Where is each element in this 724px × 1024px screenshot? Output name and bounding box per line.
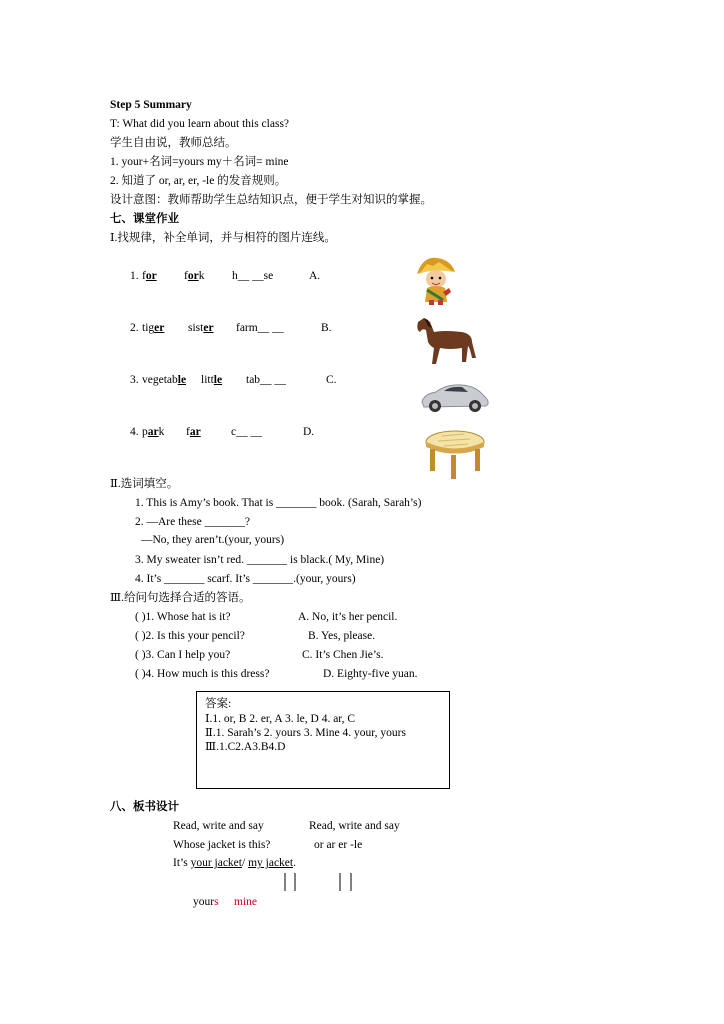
horse-icon: [414, 316, 478, 368]
boy-icon: [413, 254, 459, 306]
summary-line: 1. your+名词=yours my＋名词= mine: [110, 156, 289, 168]
blank-word: c__ __: [231, 426, 262, 438]
homework-heading: 七、课堂作业: [110, 213, 179, 225]
word: fork: [184, 270, 205, 282]
question: ( )1. Whose hat is it?: [135, 611, 231, 623]
part3-title: Ⅲ.给问句选择合适的答语。: [110, 592, 251, 604]
board-yours: yours: [193, 896, 219, 908]
word: vegetable: [142, 374, 187, 386]
board-sentence: It’s your jacket/ my jacket.: [173, 857, 296, 869]
word: park: [142, 426, 165, 438]
board-text: or ar er -le: [314, 839, 363, 851]
summary-line: 2. 知道了 or, ar, er, -le 的发音规则。: [110, 175, 287, 187]
board-text: Read, write and say: [173, 820, 264, 832]
table-icon: [424, 428, 486, 482]
question: ( )3. Can I help you?: [135, 649, 231, 661]
fill-in-line: 2. —Are these _______?: [135, 516, 250, 528]
fill-in-line: —No, they aren’t.(your, yours): [141, 534, 285, 546]
word: for: [142, 270, 157, 282]
part2-title: Ⅱ.选词填空。: [110, 478, 179, 490]
word: sister: [188, 322, 214, 334]
fill-in-line: 1. This is Amy’s book. That is _______ book. (Sarah, Sarah’s): [135, 497, 422, 509]
blank-word: h__ __se: [232, 270, 274, 282]
word: tiger: [142, 322, 165, 334]
answer-option: D. Eighty-five yuan.: [323, 668, 418, 680]
blank-word: tab__ __: [246, 374, 286, 386]
answer-option: A. No, it’s her pencil.: [298, 611, 398, 623]
picture-letter: B.: [321, 322, 332, 334]
answer-label: 答案:: [205, 698, 232, 710]
answer-line: Ⅱ.1. Sarah’s 2. yours 3. Mine 4. your, yours: [205, 727, 406, 739]
design-intent: 设计意图：教师帮助学生总结知识点，便于学生对知识的掌握。: [110, 194, 432, 206]
word: far: [186, 426, 201, 438]
question: ( )2. Is this your pencil?: [135, 630, 245, 642]
board-text: Whose jacket is this?: [173, 839, 271, 851]
board-mine: mine: [234, 896, 257, 908]
picture-letter: A.: [309, 270, 321, 282]
summary-line: T: What did you learn about this class?: [110, 118, 290, 130]
car-icon: [420, 380, 490, 414]
summary-line: 学生自由说，教师总结。: [110, 137, 237, 149]
answer-line: Ⅲ.1.C2.A3.B4.D: [205, 741, 286, 753]
answer-option: C. It’s Chen Jie’s.: [302, 649, 384, 661]
board-bars: [283, 873, 355, 891]
board-text: Read, write and say: [309, 820, 400, 832]
picture-letter: D.: [303, 426, 315, 438]
board-heading: 八、板书设计: [110, 801, 179, 813]
answer-line: Ⅰ.1. or, B 2. er, A 3. le, D 4. ar, C: [205, 713, 356, 725]
question: ( )4. How much is this dress?: [135, 668, 270, 680]
blank-word: farm__ __: [236, 322, 284, 334]
part1-title: Ⅰ.找规律，补全单词，并与相符的图片连线。: [110, 232, 336, 244]
summary-heading: Step 5 Summary: [110, 99, 192, 111]
word: little: [201, 374, 223, 386]
answer-option: B. Yes, please.: [308, 630, 376, 642]
picture-letter: C.: [326, 374, 337, 386]
fill-in-line: 3. My sweater isn’t red. _______ is black.( My, Mine): [135, 554, 385, 566]
fill-in-line: 4. It’s _______ scarf. It’s _______.(your, yours): [135, 573, 356, 585]
